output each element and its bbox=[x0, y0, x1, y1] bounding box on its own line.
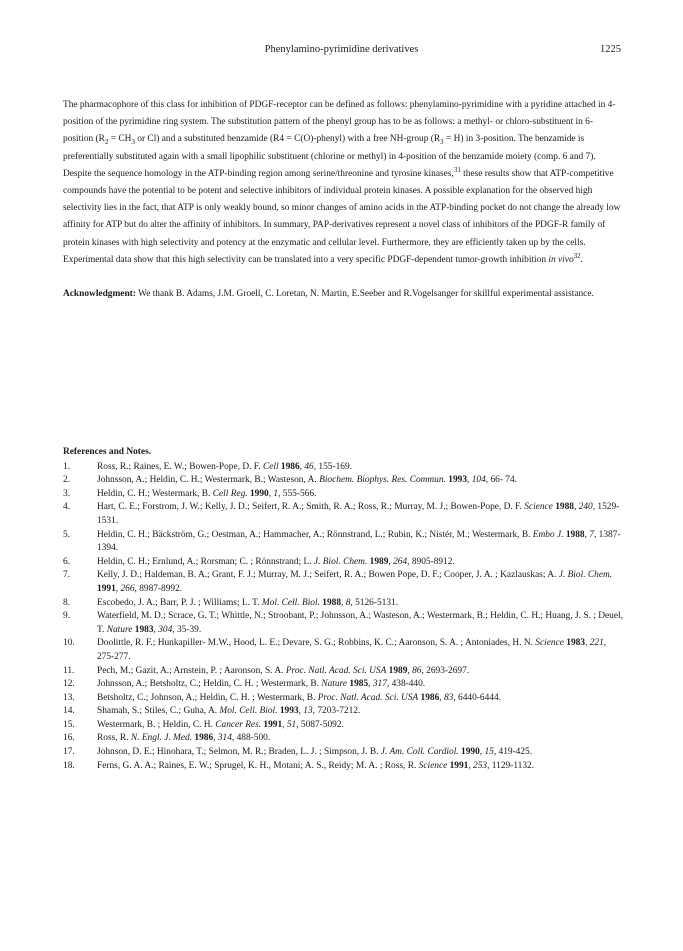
reference-text: Westermark, B. ; Heldin, C. H. Cancer Res. 1991, 51, 5087-5092. bbox=[97, 719, 344, 730]
reference-item bbox=[63, 678, 623, 692]
reference-number: 1. bbox=[63, 461, 71, 472]
reference-text: Heldin, C. H.; Westermark, B. Cell Reg. 1990, 1, 555-566. bbox=[97, 488, 317, 499]
reference-list bbox=[63, 461, 623, 774]
reference-number: 17. bbox=[63, 747, 75, 758]
reference-item bbox=[63, 501, 623, 528]
reference-text: Escobedo, J. A.; Barr, P. J. ; Williams; L. T. Mol. Cell. Biol. 1988, 8, 5126-5131. bbox=[97, 597, 399, 608]
reference-number: 8. bbox=[63, 597, 71, 608]
reference-text: Hart, C. E.; Forstrom, J. W.; Kelly, J. D.; Seifert, R. A.; Smith, R. A.; Ross, R.; Murray, M. J.; Bowen-Pope, D. F. Science 1988, 240, 1529-1531. bbox=[97, 502, 620, 526]
reference-number: 5. bbox=[63, 529, 71, 540]
reference-text: Ross, R. N. Engl. J. Med. 1986, 314, 488-500. bbox=[97, 733, 271, 744]
reference-text: Waterfield, M. D.; Scrace, G. T.; Whittle, N.; Stroobant, P.; Johnsson, A.; Wasteson, A.; Westermark, B.; Heldin, C. H.; Huang, J. S. ; Deuel, T. Nature 1983, 304, 35-39. bbox=[97, 611, 623, 635]
reference-number: 2. bbox=[63, 475, 71, 486]
reference-item bbox=[63, 732, 623, 746]
reference-text: Ferns, G. A. A.; Raines, E. W.; Sprugel, K. H., Motani; A. S., Reidy; M. A. ; Ross, R. Science 1991, 253, 1129-1132. bbox=[97, 760, 535, 771]
reference-item bbox=[63, 569, 623, 596]
reference-text: Johnsson, A.; Betsholtz, C.; Heldin, C. H. ; Westermark, B. Nature 1985, 317, 438-440. bbox=[97, 679, 426, 690]
reference-number: 16. bbox=[63, 733, 75, 744]
reference-text: Johnson, D. E.; Hinohara, T.; Selmon, M. R.; Braden, L. J. ; Simpson, J. B. J. Am. Coll. Cardiol. 1990, 15, 419-425. bbox=[97, 747, 533, 758]
citation-31: 31 bbox=[453, 165, 461, 174]
reference-number: 10. bbox=[63, 638, 75, 649]
reference-item bbox=[63, 665, 623, 679]
paragraph-selectivity: Despite the sequence homology in the ATP-binding region among serine/threonine and tyrosine kinases,$^{31}$ these results show that ATP-competitive compounds have the potential to be potent and selective inhibitors of individual protein kinases. A possible explanation for the observed high selectivity lies in the fact, that ATP is only weakly bound, so minor changes of amino acids in the ATP-binding pocket do not change the already low affinity for ATP but do alter the affinity of inhibitors. In summary, PAP-derivatives represent a novel class of inhibitors of the PDGF-R family of protein kinases with high selectivity and potency at the enzymatic and cellular level. Furthermore, they are efficiently taken up by the cells. Experimental data show that this high selectivity can be translated into a very specific PDGF-dependent tumor-growth inhibition in vivo$^{32}$. bbox=[63, 165, 621, 265]
reference-item bbox=[63, 461, 623, 475]
reference-item bbox=[63, 610, 623, 637]
reference-number: 18. bbox=[63, 760, 75, 771]
reference-item bbox=[63, 556, 623, 570]
acknowledgment-label: Acknowledgment: bbox=[63, 289, 136, 300]
citation-32: 32 bbox=[573, 251, 581, 260]
reference-number: 14. bbox=[63, 706, 75, 717]
body-text bbox=[63, 97, 623, 303]
reference-text: Doolittle, R. F.; Hunkapiller- M.W., Hood, L. E.; Devare, S. G.; Robbins, K. C.; Aaronson, S. A. ; Antoniades, H. N. Science 1983, 221, 275-277. bbox=[97, 638, 607, 662]
reference-number: 4. bbox=[63, 502, 71, 513]
reference-item bbox=[63, 529, 623, 556]
reference-item bbox=[63, 488, 623, 502]
reference-item bbox=[63, 597, 623, 611]
references-section bbox=[63, 446, 623, 773]
reference-item bbox=[63, 637, 623, 664]
acknowledgment: Acknowledgment: We thank B. Adams, J.M. Groell, C. Loretan, N. Martin, E.Seeber and R.Vogelsanger for skillful experimental assistance. bbox=[63, 289, 594, 300]
reference-item bbox=[63, 746, 623, 760]
page-number: 1225 bbox=[600, 44, 621, 55]
reference-item bbox=[63, 760, 623, 774]
reference-text: Heldin, C. H.; Bäckström, G.; Oestman, A.; Hammacher, A.; Rönnstrand, L.; Rubin, K.; Nistér, M.; Westermark, B. Embo J. 1988, 7, 1387-1394. bbox=[97, 529, 621, 554]
reference-item bbox=[63, 474, 623, 488]
reference-text: Ross, R.; Raines, E. W.; Bowen-Pope, D. F. Cell 1986, 46, 155-169. bbox=[97, 461, 352, 472]
reference-item bbox=[63, 719, 623, 733]
reference-number: 9. bbox=[63, 611, 71, 622]
paragraph-pharmacophore: The pharmacophore of this class for inhibition of PDGF-receptor can be defined as follows: phenylamino-pyrimidine with a pyridine attached in 4-position of the pyrimidine ring system. The substitution pattern of the phenyl group has to be as follows: a methyl- or chloro-substituent in 6-position ($R_2 = CH_3$ or Cl) and a substituted benzamide (R4 = C(O)-phenyl) with a free NH-group $(R_3 = H)$ in 3-position. The benzamide is preferentially substituted again with a small lipophilic substituent (chlorine or methyl) in 4-position of the benzamide moiety (comp. 6 and 7). bbox=[63, 100, 616, 162]
reference-text: Johnsson, A.; Heldin, C. H.; Westermark, B.; Wasteson, A. Biochem. Biophys. Res. Commun. 1993, 104, 66- 74. bbox=[97, 475, 517, 486]
reference-text: Heldin, C. H.; Ernlund, A.; Rorsman; C. ; Rönnstrand; L. J. Biol. Chem. 1989, 264, 8905-8912. bbox=[97, 556, 455, 567]
reference-number: 6. bbox=[63, 556, 71, 567]
reference-number: 11. bbox=[63, 665, 75, 676]
reference-number: 12. bbox=[63, 679, 75, 690]
running-title: Phenylamino-pyrimidine derivatives bbox=[264, 44, 419, 55]
references-title: References and Notes. bbox=[63, 447, 152, 457]
reference-item bbox=[63, 692, 623, 706]
reference-item bbox=[63, 705, 623, 719]
reference-text: Kelly, J. D.; Haldeman, B. A.; Grant, F. J.; Murray, M. J.; Seifert, R. A.; Bowen Pope, D. F.; Cooper, J. A. ; Kazlauskas; A. J. Biol. Chem. 1991, 266, 8987-8992. bbox=[97, 570, 613, 594]
reference-text: Pech, M.; Gazit, A.; Arnstein, P. ; Aaronson, S. A. Proc. Natl. Acad. Sci. USA 1989, 86, 2693-2697. bbox=[97, 665, 470, 676]
running-header bbox=[0, 44, 683, 60]
reference-number: 13. bbox=[63, 692, 75, 703]
reference-number: 15. bbox=[63, 719, 75, 730]
reference-text: Betsholtz, C.; Johnson, A.; Heldin, C. H. ; Westermark, B. Proc. Natl. Acad. Sci. USA 1986, 83, 6440-6444. bbox=[97, 692, 502, 703]
reference-number: 7. bbox=[63, 570, 71, 581]
reference-text: Shamah, S.; Stiles, C.; Guha, A. Mol. Cell. Biol. 1993, 13, 7203-7212. bbox=[97, 706, 361, 717]
reference-number: 3. bbox=[63, 488, 71, 499]
